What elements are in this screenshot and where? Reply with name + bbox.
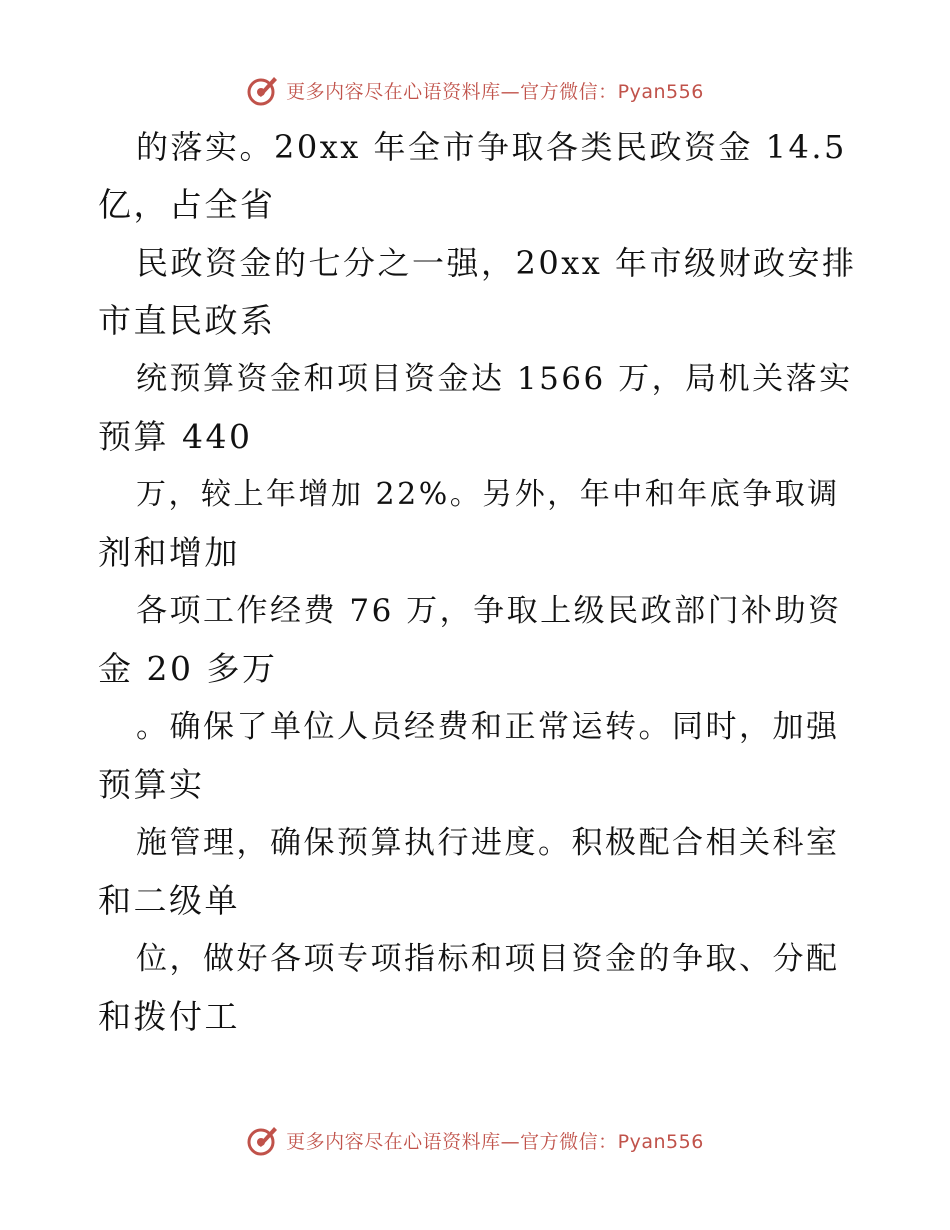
text-line: 预算实 [98,765,205,804]
text-line: 。确保了单位人员经费和正常运转。同时，加强 [136,709,840,745]
text-line: 金 20 多万 [98,649,278,688]
text-line: 和二级单 [98,881,240,920]
text-line: 各项工作经费 76 万，争取上级民政部门补助资 [136,593,842,629]
text-line: 预算 440 [98,417,253,456]
text-line: 施管理，确保预算执行进度。积极配合相关科室 [136,825,840,861]
text-line: 民政资金的七分之一强，20xx 年市级财政安排 [136,244,857,282]
header-watermark [0,70,950,110]
text-line: 位，做好各项专项指标和项目资金的争取、分配 [136,941,840,977]
text-line: 剂和增加 [98,533,240,572]
document-body [98,118,858,1046]
text-line: 的落实。20xx 年全市争取各类民政资金 14.5 [136,128,847,166]
text-line: 亿，占全省 [98,185,276,224]
text-line: 市直民政系 [98,301,276,340]
watermark-text: 更多内容尽在心语资料库—官方微信：Pyan556 [286,1130,704,1153]
quill-logo-icon [246,1123,280,1157]
watermark-text: 更多内容尽在心语资料库—官方微信：Pyan556 [286,80,704,103]
text-line: 万，较上年增加 22%。另外，年中和年底争取调 [136,477,840,512]
footer-watermark [0,1120,950,1160]
text-line: 统预算资金和项目资金达 1566 万，局机关落实 [136,361,853,397]
text-line: 和拨付工 [98,997,240,1036]
quill-logo-icon [246,73,280,107]
